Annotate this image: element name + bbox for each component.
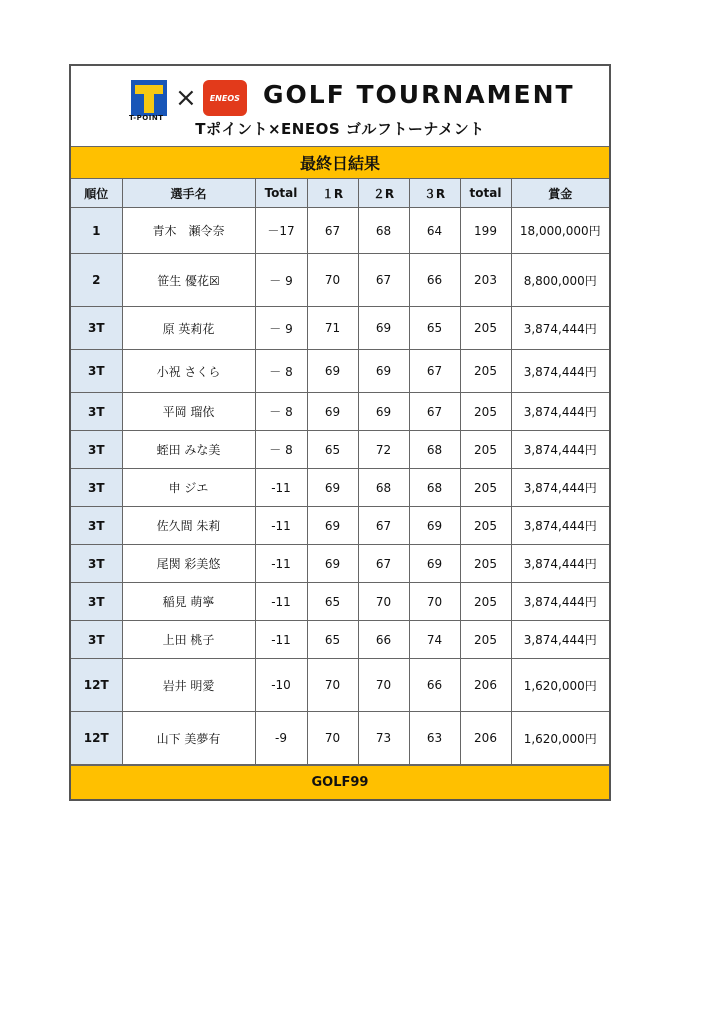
cell-round3: 69: [409, 545, 460, 583]
col-prize-header: 賞金: [511, 179, 609, 208]
cell-round1: 65: [307, 583, 358, 621]
cell-round1: 70: [307, 712, 358, 765]
cell-rank: 12T: [71, 659, 122, 712]
table-row: [71, 469, 609, 507]
cell-round3: 67: [409, 393, 460, 431]
cell-total-score: -11: [255, 507, 307, 545]
cell-prize: 3,874,444円: [511, 583, 609, 621]
table-row: [71, 254, 609, 307]
cell-total-score: － 8: [255, 393, 307, 431]
table-row: [71, 307, 609, 350]
cell-round2: 73: [358, 712, 409, 765]
cell-round1: 70: [307, 659, 358, 712]
table-row: [71, 393, 609, 431]
eneos-logo-text: ENEOS: [209, 93, 240, 103]
cell-round2: 67: [358, 254, 409, 307]
title-english: GOLF TOURNAMENT: [263, 80, 575, 109]
table-row: [71, 712, 609, 765]
cell-total-score: － 9: [255, 254, 307, 307]
cell-round1: 65: [307, 431, 358, 469]
eneos-logo: [203, 80, 247, 116]
col-rank-header: 順位: [71, 179, 122, 208]
cell-round2: 72: [358, 431, 409, 469]
cell-prize: 3,874,444円: [511, 431, 609, 469]
cell-round1: 69: [307, 350, 358, 393]
cell-round1: 67: [307, 208, 358, 254]
cell-round3: 68: [409, 469, 460, 507]
cell-rank: 2: [71, 254, 122, 307]
results-sheet: [69, 64, 611, 801]
cell-stroke-total: 205: [460, 469, 511, 507]
t-point-caption: T-POINT: [129, 114, 164, 122]
cell-total-score: -11: [255, 621, 307, 659]
cell-prize: 3,874,444円: [511, 545, 609, 583]
cell-round2: 67: [358, 507, 409, 545]
cell-stroke-total: 206: [460, 712, 511, 765]
cell-round2: 70: [358, 583, 409, 621]
t-logo-bar: [135, 85, 163, 94]
cell-player-name: 稲見 萌寧: [122, 583, 255, 621]
cell-round3: 67: [409, 350, 460, 393]
cell-round2: 68: [358, 208, 409, 254]
cell-round2: 69: [358, 393, 409, 431]
title-japanese: Tポイント×ENEOS ゴルフトーナメント: [195, 120, 485, 138]
cell-round2: 70: [358, 659, 409, 712]
cell-rank: 3T: [71, 621, 122, 659]
table-row: [71, 545, 609, 583]
footer-banner: GOLF99: [71, 765, 609, 799]
cell-rank: 3T: [71, 507, 122, 545]
cell-player-name: 原 英莉花: [122, 307, 255, 350]
cell-prize: 3,874,444円: [511, 621, 609, 659]
cell-round1: 69: [307, 545, 358, 583]
cell-player-name: 岩井 明愛: [122, 659, 255, 712]
cell-stroke-total: 205: [460, 307, 511, 350]
cell-player-name: 申 ジエ: [122, 469, 255, 507]
cell-stroke-total: 205: [460, 393, 511, 431]
cell-prize: 1,620,000円: [511, 659, 609, 712]
table-row: [71, 659, 609, 712]
cell-round1: 70: [307, 254, 358, 307]
col-total-header: Total: [255, 179, 307, 208]
cell-player-name: 蛭田 みな美: [122, 431, 255, 469]
cell-round3: 70: [409, 583, 460, 621]
cell-round3: 69: [409, 507, 460, 545]
cell-prize: 1,620,000円: [511, 712, 609, 765]
cell-rank: 3T: [71, 545, 122, 583]
cell-total-score: -11: [255, 469, 307, 507]
cell-round1: 65: [307, 621, 358, 659]
cell-round2: 69: [358, 307, 409, 350]
col-round2-header: ２R: [358, 179, 409, 208]
final-day-banner: 最終日結果: [71, 147, 609, 179]
cell-stroke-total: 206: [460, 659, 511, 712]
header-row: [71, 179, 609, 208]
cell-prize: 3,874,444円: [511, 469, 609, 507]
cell-round3: 63: [409, 712, 460, 765]
cell-stroke-total: 205: [460, 350, 511, 393]
cell-rank: 3T: [71, 350, 122, 393]
cell-stroke-total: 205: [460, 431, 511, 469]
cell-round1: 69: [307, 469, 358, 507]
cell-player-name: 青木 瀬令奈: [122, 208, 255, 254]
col-player-header: 選手名: [122, 179, 255, 208]
results-table: [71, 179, 609, 765]
cell-stroke-total: 205: [460, 621, 511, 659]
cell-stroke-total: 205: [460, 545, 511, 583]
cell-stroke-total: 205: [460, 507, 511, 545]
cell-prize: 3,874,444円: [511, 507, 609, 545]
cell-total-score: － 9: [255, 307, 307, 350]
table-row: [71, 621, 609, 659]
cell-stroke-total: 199: [460, 208, 511, 254]
sponsor-logos: [131, 78, 247, 118]
cell-stroke-total: 205: [460, 583, 511, 621]
cell-player-name: 佐久間 朱莉: [122, 507, 255, 545]
cell-round3: 65: [409, 307, 460, 350]
cell-prize: 3,874,444円: [511, 307, 609, 350]
col-round3-header: ３R: [409, 179, 460, 208]
cell-player-name: 小祝 さくら: [122, 350, 255, 393]
cell-total-score: -10: [255, 659, 307, 712]
cell-round3: 64: [409, 208, 460, 254]
cell-rank: 12T: [71, 712, 122, 765]
cell-rank: 3T: [71, 307, 122, 350]
t-logo-stem: [144, 94, 154, 113]
table-row: [71, 507, 609, 545]
cell-prize: 18,000,000円: [511, 208, 609, 254]
cell-player-name: 笹生 優花☒: [122, 254, 255, 307]
cell-rank: 3T: [71, 393, 122, 431]
cell-round3: 66: [409, 659, 460, 712]
cell-total-score: -11: [255, 583, 307, 621]
cell-round3: 74: [409, 621, 460, 659]
cell-prize: 8,800,000円: [511, 254, 609, 307]
table-row: [71, 431, 609, 469]
cell-total-score: -9: [255, 712, 307, 765]
collab-times-symbol: ×: [175, 83, 197, 113]
cell-rank: 3T: [71, 431, 122, 469]
cell-stroke-total: 203: [460, 254, 511, 307]
table-row: [71, 208, 609, 254]
cell-round2: 67: [358, 545, 409, 583]
cell-total-score: － 8: [255, 350, 307, 393]
table-row: [71, 583, 609, 621]
col-stroke-total-header: total: [460, 179, 511, 208]
cell-rank: 1: [71, 208, 122, 254]
cell-total-score: -11: [255, 545, 307, 583]
cell-round2: 66: [358, 621, 409, 659]
cell-prize: 3,874,444円: [511, 350, 609, 393]
col-round1-header: １R: [307, 179, 358, 208]
cell-round1: 69: [307, 507, 358, 545]
cell-rank: 3T: [71, 469, 122, 507]
cell-round2: 68: [358, 469, 409, 507]
cell-player-name: 平岡 瑠依: [122, 393, 255, 431]
cell-round3: 66: [409, 254, 460, 307]
t-point-logo: [131, 80, 167, 116]
cell-rank: 3T: [71, 583, 122, 621]
cell-player-name: 上田 桃子: [122, 621, 255, 659]
cell-round1: 69: [307, 393, 358, 431]
cell-prize: 3,874,444円: [511, 393, 609, 431]
cell-total-score: －17: [255, 208, 307, 254]
cell-round1: 71: [307, 307, 358, 350]
cell-round2: 69: [358, 350, 409, 393]
cell-player-name: 尾関 彩美悠: [122, 545, 255, 583]
cell-round3: 68: [409, 431, 460, 469]
cell-player-name: 山下 美夢有: [122, 712, 255, 765]
table-row: [71, 350, 609, 393]
cell-total-score: － 8: [255, 431, 307, 469]
tournament-header: [71, 66, 609, 147]
